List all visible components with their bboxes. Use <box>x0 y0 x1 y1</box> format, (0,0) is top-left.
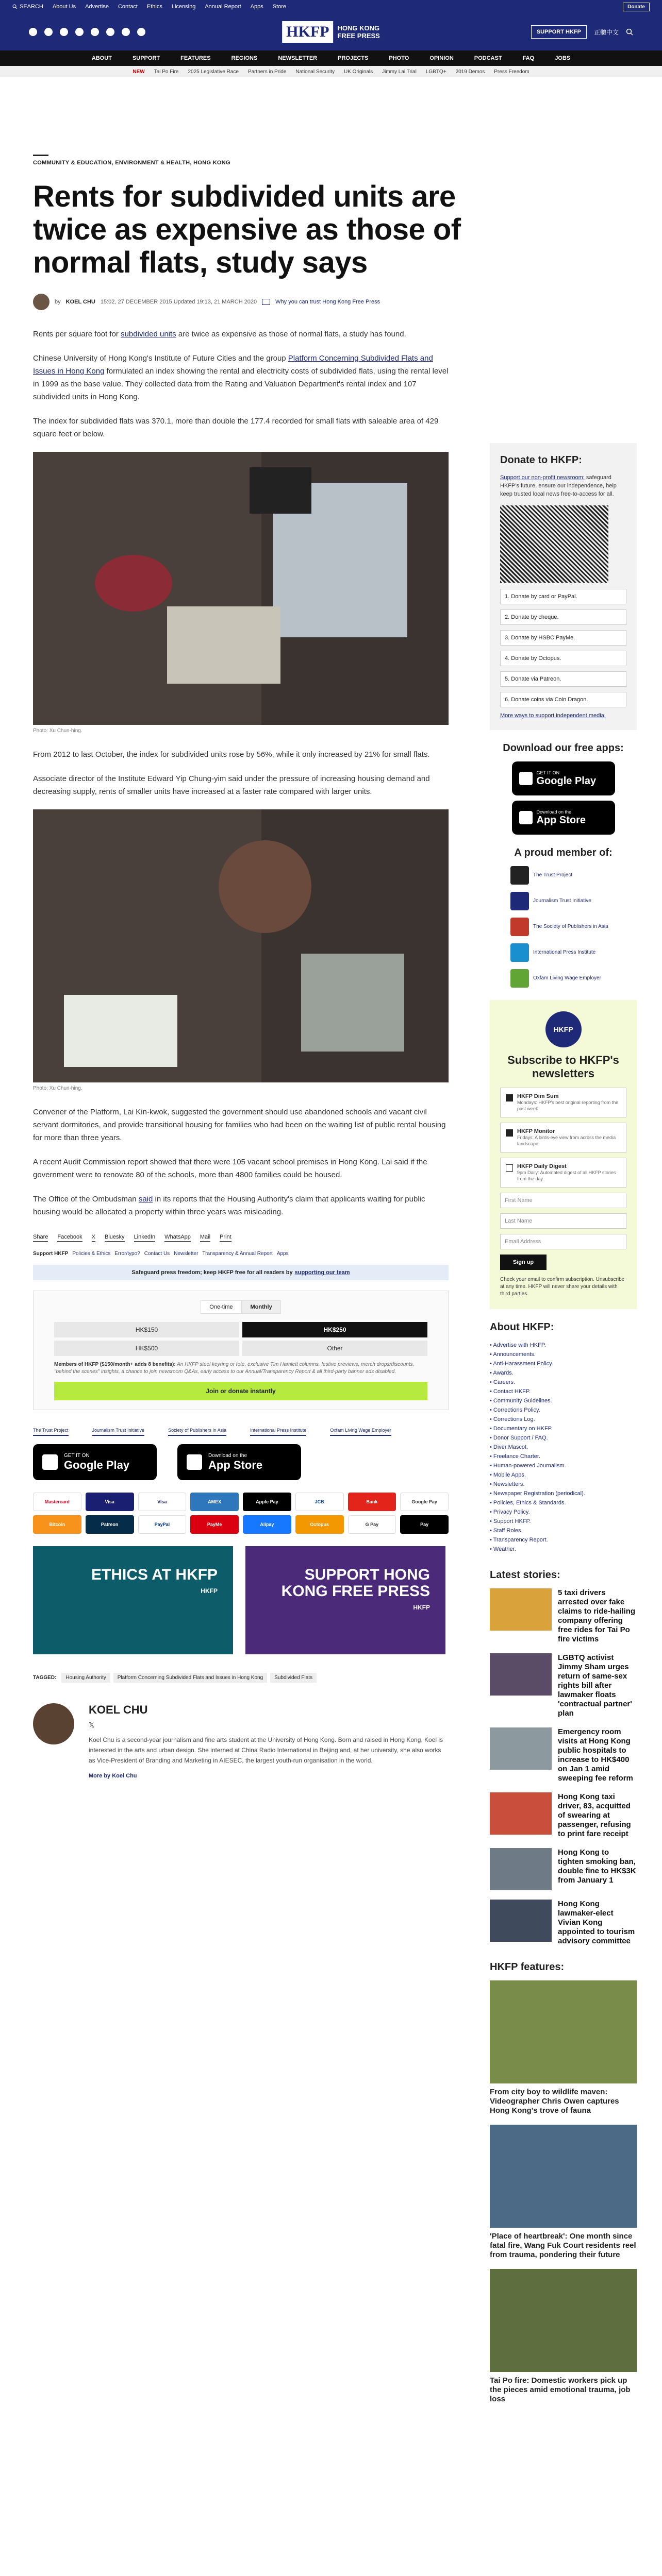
article-body <box>33 328 449 1218</box>
story-item[interactable]: LGBTQ activist Jimmy Sham urges return of same-sex rights bill after lawmaker floats 'contractual partner' plan <box>490 1653 637 1718</box>
about-link[interactable]: • Policies, Ethics & Standards. <box>490 1498 637 1507</box>
sidebar-donate-title: Donate to HKFP: <box>500 454 582 466</box>
payment-methods <box>33 1493 449 1534</box>
amount-option[interactable]: HK$150 <box>54 1322 239 1337</box>
top-bar <box>0 0 662 13</box>
apps-link[interactable]: Apps <box>276 1251 289 1257</box>
trending-bar <box>0 66 662 77</box>
membership-benefits: Members of HKFP ($150/month+ adds 8 benefits): An HKFP steel keyring or tote, exclusive Tim Hamlett columns, festive previews, merch drops/discounts, "behind the scenes" insights, a chance to join newsroom Q&As, early access to our Annual/Transparency Report & all third-party banner ads disabled. <box>54 1362 415 1375</box>
photo-caption: Photo: Xu Chun-hing. <box>33 1086 82 1091</box>
sidebar-members <box>490 847 637 988</box>
hkfp-badge: HKFP <box>545 1011 582 1047</box>
youtube-icon[interactable] <box>106 28 114 36</box>
tags-label: TAGGED: <box>33 1675 57 1681</box>
promo-banners <box>33 1546 487 1654</box>
sidebar-donate-intro: Support our non-profit newsroom: safeguard HKFP's future, ensure our independence, help keep trusted local news free-to-access for all. <box>500 474 617 497</box>
donate-option[interactable]: 6. Donate coins via Coin Dragon. <box>500 692 626 707</box>
author-avatar-large[interactable] <box>33 1703 74 1744</box>
checkbox-checked[interactable] <box>506 1129 513 1137</box>
about-link[interactable]: • Newsletters. <box>490 1480 637 1489</box>
trending-item[interactable]: 2019 Demos <box>455 69 485 75</box>
story-item[interactable]: 5 taxi drivers arrested over fake claims to ride-hailing company offering free rides for Tai Po fire victims <box>490 1588 637 1644</box>
email-input[interactable]: Email Address <box>500 1234 626 1249</box>
share-x[interactable]: X <box>92 1234 95 1242</box>
app-store-button[interactable]: Download on the App Store <box>512 801 615 835</box>
social-links <box>29 28 145 36</box>
about-list <box>490 1341 637 1554</box>
feature-image <box>490 2269 637 2372</box>
author-by: by <box>55 299 61 305</box>
search-icon <box>12 4 18 9</box>
site-logo[interactable] <box>282 21 380 43</box>
more-ways-link[interactable]: More ways to support independent media. <box>500 713 606 719</box>
photo-region <box>167 606 280 684</box>
story-item[interactable]: Hong Kong taxi driver, 83, acquitted of swearing at passenger, refusing to print fare receipt <box>490 1792 637 1839</box>
about-link[interactable]: • Privacy Policy. <box>490 1507 637 1517</box>
photo-region <box>219 840 311 933</box>
instagram-icon[interactable] <box>60 28 68 36</box>
tags <box>33 1673 449 1683</box>
article-footer-links <box>33 1251 487 1257</box>
features-title: HKFP features: <box>490 1961 565 1973</box>
trending-item[interactable]: Tai Po Fire <box>154 69 179 75</box>
subdivided-units-link[interactable]: subdivided units <box>121 330 176 338</box>
platform-link[interactable]: Platform Concerning Subdivided Flats and Issues in Hong Kong <box>33 354 433 376</box>
share-whatsapp[interactable]: WhatsApp <box>164 1234 191 1242</box>
sopa-badge[interactable]: Society of Publishers in Asia <box>168 1425 226 1436</box>
logo-text: HONG KONG FREE PRESS <box>337 24 380 40</box>
patreon-icon: Patreon <box>86 1515 134 1534</box>
google-play-button[interactable]: GET IT ON Google Play <box>33 1444 157 1480</box>
pay-icon: Pay <box>400 1515 449 1534</box>
checkbox[interactable] <box>506 1164 513 1172</box>
jcb-icon: JCB <box>295 1493 344 1511</box>
logo-mark: HKFP <box>282 21 333 43</box>
newsletter-link[interactable]: Newsletter <box>174 1251 198 1257</box>
article-title: Rents for subdivided units are twice as expensive as those of normal flats, study says <box>33 180 461 279</box>
top-donate-button[interactable]: Donate <box>623 3 650 11</box>
top-contact-link[interactable]: Contact <box>118 4 138 10</box>
site-header <box>0 13 662 50</box>
about-link[interactable]: • Freelance Charter. <box>490 1452 637 1461</box>
top-licensing-link[interactable]: Licensing <box>171 4 196 10</box>
story-thumbnail <box>490 1588 552 1631</box>
article-dates: 15:02, 27 DECEMBER 2015 Updated 19:13, 21 MARCH 2020 <box>100 299 257 305</box>
bitcoin-icon: Bitcoin <box>33 1515 81 1534</box>
octopus-icon: Octopus <box>295 1515 344 1534</box>
member-jti[interactable]: Journalism Trust Initiative <box>510 892 637 910</box>
paragraph: Chinese University of Hong Kong's Institute of Future Cities and the group Platform Concerning Subdivided Flats and Issues in Hong Kong formulated an index showing the rental and electricity costs of subdivided flats, using the rental level in 1999 as the base value. They collected data from the Rating and Valuation Department's rental index and 107 subdivided units in Hong Kong. <box>33 354 449 401</box>
trending-item[interactable]: Partners in Pride <box>247 69 287 75</box>
oxfam-badge[interactable]: Oxfam Living Wage Employer <box>330 1425 391 1436</box>
story-thumbnail <box>490 1792 552 1835</box>
about-link[interactable]: • Announcements. <box>490 1350 637 1359</box>
donate-option[interactable]: 4. Donate by Octopus. <box>500 651 626 666</box>
tag[interactable]: Subdivided Flats <box>270 1673 317 1683</box>
article <box>33 149 487 1810</box>
one-time-tab[interactable]: One-time <box>201 1300 241 1314</box>
error-link[interactable]: Error/typo? <box>114 1251 140 1257</box>
nav-opinion[interactable]: OPINION <box>429 55 454 61</box>
about-link[interactable]: • Newspaper Registration (periodical). <box>490 1489 637 1498</box>
telegram-icon[interactable] <box>137 28 145 36</box>
x-icon[interactable] <box>44 28 53 36</box>
last-name-input[interactable]: Last Name <box>500 1213 626 1229</box>
membership-badges <box>33 1425 487 1436</box>
more-by-author-link[interactable]: More by Koel Chu <box>89 1773 137 1779</box>
story-item[interactable]: Hong Kong to tighten smoking ban, double fine to HK$3K from January 1 <box>490 1848 637 1890</box>
ethics-promo[interactable]: ETHICS AT HKFP HKFP <box>33 1546 233 1654</box>
top-advertise-link[interactable]: Advertise <box>85 4 109 10</box>
jti-badge[interactable]: Journalism Trust Initiative <box>92 1425 145 1436</box>
nav-newsletter[interactable]: NEWSLETTER <box>278 55 318 61</box>
sopa-logo <box>510 918 529 936</box>
amount-option-other[interactable]: Other <box>242 1341 427 1356</box>
app-store-button[interactable]: Download on the App Store <box>177 1444 301 1480</box>
member-oxfam[interactable]: Oxfam Living Wage Employer <box>510 969 637 988</box>
nav-about[interactable]: ABOUT <box>91 55 112 61</box>
header-right <box>531 25 633 39</box>
photo-region <box>95 555 172 612</box>
paragraph: The Office of the Ombudsman said in its reports that the Housing Authority's claim that applicants waiting for public housing would be allocated a property within three years was misleading. <box>33 1195 425 1216</box>
ipi-badge[interactable]: International Press Institute <box>250 1425 306 1436</box>
google-play-icon <box>42 1454 58 1470</box>
support-hkfp-link[interactable]: Support HKFP <box>33 1251 69 1257</box>
story-thumbnail <box>490 1727 552 1770</box>
trending-item[interactable]: Jimmy Lai Trial <box>382 69 417 75</box>
article-photo[interactable] <box>33 809 449 1082</box>
sidebar-apps <box>490 742 637 835</box>
amex-icon: AMEX <box>190 1493 239 1511</box>
donate-option[interactable]: 3. Donate by HSBC PayMe. <box>500 630 626 646</box>
donate-option[interactable]: 1. Donate by card or PayPal. <box>500 589 626 604</box>
author-box-name[interactable]: KOEL CHU <box>89 1703 148 1716</box>
article-category[interactable]: COMMUNITY & EDUCATION, ENVIRONMENT & HEALTH, HONG KONG <box>33 160 230 166</box>
tag[interactable]: Housing Authority <box>61 1673 110 1683</box>
frequency-toggle <box>54 1300 427 1314</box>
tag[interactable]: Platform Concerning Subdivided Flats and Issues in Hong Kong <box>113 1673 267 1683</box>
feature-item[interactable]: 'Place of heartbreak': One month since fatal fire, Wang Fuk Court residents reel from trauma, pondering their future <box>490 2125 637 2260</box>
trending-item[interactable]: Press Freedom <box>494 69 529 75</box>
search-icon[interactable] <box>626 28 633 36</box>
share-bluesky[interactable]: Bluesky <box>105 1234 125 1242</box>
language-switch[interactable]: 正體中文 <box>593 28 619 36</box>
nav-photo[interactable]: PHOTO <box>389 55 409 61</box>
newsletter-fineprint: Check your email to confirm subscription. Unsubscribe at any time. HKFP will never share your details with third parties. <box>500 1277 625 1297</box>
about-link[interactable]: • Corrections Policy. <box>490 1405 637 1415</box>
apple-pay-icon: Apple Pay <box>243 1493 291 1511</box>
gpay-icon: G Pay <box>348 1515 396 1534</box>
feature-item[interactable]: From city boy to wildlife maven: Videographer Chris Owen captures Hong Kong's trove of fauna <box>490 1980 637 2115</box>
nav-features[interactable]: FEATURES <box>180 55 211 61</box>
author-bio: Koel Chu is a second-year journalism and fine arts student at the University of Hong Kong. Born and raised in Hong Kong, Koel is interested in the arts and urban design. She interned at China Radio International in Beijing and, at her university, she also works as Vice-President of Branding and Marketing in AIESEC, the largest youth-run organisation in the world. <box>89 1736 443 1764</box>
newsletter-option[interactable]: HKFP Dim Sum Mondays: HKFP's best original reporting from the past week. <box>500 1088 626 1117</box>
trending-item[interactable]: National Security <box>295 69 335 75</box>
checkbox-checked[interactable] <box>506 1094 513 1101</box>
mastercard-icon: Mastercard <box>33 1493 81 1511</box>
app-store-links <box>33 1444 487 1480</box>
donate-option[interactable]: 5. Donate via Patreon. <box>500 671 626 687</box>
share-bar <box>33 1234 487 1242</box>
about-link[interactable]: • Human-powered Journalism. <box>490 1461 637 1470</box>
about-link[interactable]: • Contact HKFP. <box>490 1387 637 1396</box>
about-link[interactable]: • Mobile Apps. <box>490 1470 637 1480</box>
trending-item[interactable]: 2025 Legislative Race <box>188 69 239 75</box>
share-linkedin[interactable]: LinkedIn <box>134 1234 156 1242</box>
about-link[interactable]: • Anti-Harassment Policy. <box>490 1359 637 1368</box>
policies-link[interactable]: Policies & Ethics <box>72 1251 111 1257</box>
about-link[interactable]: • Donor Support / FAQ. <box>490 1433 637 1443</box>
amount-option-selected[interactable]: HK$250 <box>242 1322 427 1337</box>
share-print[interactable]: Print <box>220 1234 231 1242</box>
author-name[interactable]: KOEL CHU <box>65 299 95 305</box>
top-ethics-link[interactable]: Ethics <box>146 4 162 10</box>
latest-title: Latest stories: <box>490 1569 560 1581</box>
paragraph: A recent Audit Commission report showed that there were 105 vacant school premises in Hong Kong. Lai said if the government were to renovate 80 of the schools, more than 4800 families could be housed. <box>33 1158 427 1179</box>
support-ribbon: Safeguard press freedom; keep HKFP free for all readers by supporting our team <box>33 1265 449 1280</box>
support-team-link[interactable]: supporting our team <box>294 1269 350 1276</box>
byline <box>33 294 487 310</box>
oxfam-logo <box>510 969 529 988</box>
hkfp-features <box>490 1961 637 2404</box>
linkedin-icon[interactable] <box>122 28 130 36</box>
about-link[interactable]: • Weather. <box>490 1545 637 1554</box>
newsletter-option[interactable]: HKFP Daily Digest 9pm Daily: Automated digest of all HKFP stories from the day. <box>500 1158 626 1188</box>
bank-icon: Bank <box>348 1493 396 1511</box>
bluesky-icon[interactable] <box>91 28 99 36</box>
story-thumbnail <box>490 1848 552 1890</box>
visa-icon: Visa <box>138 1493 187 1511</box>
trust-project-badge[interactable]: The Trust Project <box>33 1425 69 1436</box>
sign-up-button[interactable]: Sign up <box>500 1255 547 1270</box>
about-link[interactable]: • Community Guidelines. <box>490 1396 637 1405</box>
photo-region <box>64 995 177 1067</box>
sidebar-about <box>490 1321 637 1554</box>
support-hkfp-button[interactable]: SUPPORT HKFP <box>531 25 587 39</box>
trust-icon <box>262 299 270 305</box>
share-mail[interactable]: Mail <box>200 1234 210 1242</box>
amount-grid <box>54 1322 427 1356</box>
paragraph: The index for subdivided flats was 370.1, more than double the 177.4 recorded for small flats with saleable area of 429 square feet or below. <box>33 417 439 438</box>
share-facebook[interactable]: Facebook <box>57 1234 82 1242</box>
newsletter-title: Subscribe to HKFP's newsletters <box>507 1054 619 1080</box>
paragraph: Convener of the Platform, Lai Kin-kwok, suggested the government should use abandoned schools and vacant civil servant dormitories, and provide transitional housing for families who had been on the waiting list of public rental housing for more than three years. <box>33 1108 446 1142</box>
member-ipi[interactable]: International Press Institute <box>510 943 637 962</box>
jti-logo <box>510 892 529 910</box>
trending-item[interactable]: LGBTQ+ <box>425 69 446 75</box>
photo-region <box>250 467 311 514</box>
sidebar-donate <box>490 443 637 730</box>
sidebar-about-title: About HKFP: <box>490 1321 554 1333</box>
top-store-link[interactable]: Store <box>272 4 287 10</box>
story-thumbnail <box>490 1653 552 1696</box>
google-pay-icon: Google Pay <box>400 1493 449 1511</box>
paragraph: Associate director of the Institute Edward Yip Chung-yim said under the pressure of increasing housing demand and decreasing supply, rents of smaller units have increased at a faster rate compared with larger units. <box>33 774 430 796</box>
about-link[interactable]: • Diver Mascot. <box>490 1443 637 1452</box>
about-link[interactable]: • Documentary on HKFP. <box>490 1424 637 1433</box>
google-play-button[interactable]: GET IT ON Google Play <box>512 761 615 795</box>
top-apps-link[interactable]: Apps <box>250 4 263 10</box>
paragraph: From 2012 to last October, the index for subdivided units rose by 56%, while it only increased by 21% for small flats. <box>33 750 430 759</box>
google-play-icon <box>519 772 533 785</box>
top-right <box>623 3 650 11</box>
threads-icon[interactable] <box>75 28 84 36</box>
visa-icon: Visa <box>86 1493 134 1511</box>
feature-item[interactable]: Tai Po fire: Domestic workers pick up the pieces amid emotional trauma, job loss <box>490 2269 637 2404</box>
author-box <box>33 1703 449 1779</box>
top-annual-report-link[interactable]: Annual Report <box>205 4 241 10</box>
qr-code <box>500 505 608 583</box>
member-trust-project[interactable]: The Trust Project <box>510 866 637 885</box>
paypal-icon: PayPal <box>138 1515 187 1534</box>
trending-label: NEW <box>133 69 145 75</box>
nav-projects[interactable]: PROJECTS <box>338 55 369 61</box>
sidebar-apps-title: Download our free apps: <box>503 742 624 754</box>
payme-icon: PayMe <box>190 1515 239 1534</box>
about-link[interactable]: • Corrections Log. <box>490 1415 637 1424</box>
story-thumbnail <box>490 1900 552 1942</box>
newsletter-option[interactable]: HKFP Monitor Fridays: A birds-eye view from across the media landscape. <box>500 1123 626 1153</box>
latest-stories <box>490 1569 637 1946</box>
about-link[interactable]: • Support HKFP. <box>490 1517 637 1526</box>
monthly-tab[interactable]: Monthly <box>242 1300 281 1314</box>
share-label: Share <box>33 1234 48 1242</box>
join-donate-button[interactable]: Join or donate instantly <box>54 1382 427 1400</box>
donation-widget <box>33 1291 449 1410</box>
transparency-link[interactable]: Transparency & Annual Report <box>202 1251 273 1257</box>
feature-image <box>490 1980 637 2083</box>
contact-link[interactable]: Contact Us <box>144 1251 170 1257</box>
photo-region <box>301 954 404 1052</box>
author-avatar[interactable] <box>33 294 49 310</box>
top-about-link[interactable]: About Us <box>52 4 76 10</box>
ombudsman-link[interactable]: said <box>138 1195 153 1204</box>
paragraph: Rents per square foot for subdivided units are twice as expensive as those of normal flats, a study has found. <box>33 330 406 338</box>
trending-item[interactable]: UK Originals <box>343 69 373 75</box>
trust-link[interactable]: Why you can trust Hong Kong Free Press <box>275 299 380 305</box>
about-link[interactable]: • Awards. <box>490 1368 637 1378</box>
top-search-link[interactable]: SEARCH <box>12 4 43 10</box>
article-photo[interactable] <box>33 452 449 725</box>
nav-regions[interactable]: REGIONS <box>231 55 258 61</box>
first-name-input[interactable]: First Name <box>500 1193 626 1208</box>
facebook-icon[interactable] <box>29 28 37 36</box>
apple-icon <box>519 811 533 824</box>
apple-icon <box>187 1454 202 1470</box>
sidebar-members-title: A proud member of: <box>514 847 613 858</box>
sidebar <box>490 443 637 2413</box>
nav-podcast[interactable]: PODCAST <box>474 55 502 61</box>
story-item[interactable]: Emergency room visits at Hong Kong public hospitals to increase to HK$400 on Jan 1 amid sweeping fee reform <box>490 1727 637 1783</box>
x-icon[interactable]: 𝕏 <box>89 1721 95 1729</box>
nav-jobs[interactable]: JOBS <box>555 55 571 61</box>
newsletter-signup <box>490 1000 637 1309</box>
nav-faq[interactable]: FAQ <box>522 55 535 61</box>
support-promo[interactable]: SUPPORT HONG KONG FREE PRESS HKFP <box>245 1546 445 1654</box>
amount-option[interactable]: HK$500 <box>54 1341 239 1356</box>
about-link[interactable]: • Staff Roles. <box>490 1526 637 1535</box>
about-link[interactable]: • Advertise with HKFP. <box>490 1341 637 1350</box>
nav-support[interactable]: SUPPORT <box>132 55 160 61</box>
feature-image <box>490 2125 637 2228</box>
about-link[interactable]: • Transparency Report. <box>490 1535 637 1545</box>
alipay-icon: Alipay <box>243 1515 291 1534</box>
member-sopa[interactable]: The Society of Publishers in Asia <box>510 918 637 936</box>
story-item[interactable]: Hong Kong lawmaker-elect Vivian Kong appointed to tourism advisory committee <box>490 1900 637 1946</box>
donate-option[interactable]: 2. Donate by cheque. <box>500 609 626 625</box>
ipi-logo <box>510 943 529 962</box>
photo-caption: Photo: Xu Chun-hing. <box>33 728 82 734</box>
main-nav <box>0 50 662 66</box>
trust-project-logo <box>510 866 529 885</box>
about-link[interactable]: • Careers. <box>490 1378 637 1387</box>
